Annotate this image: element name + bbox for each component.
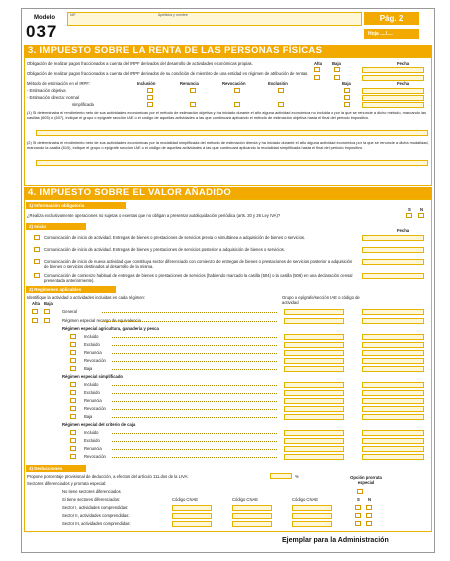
q504-text: Comunicación de inicio de actividad. Entregas de bienes y prestaciones de servicios posterior a adquisición de bienes o servicios. [44,247,285,252]
regime-code-field-1[interactable] [284,446,344,452]
regime-checkbox[interactable] [70,382,76,387]
irpf-alta-checkbox-1[interactable] [314,67,320,72]
regime-code-field-1[interactable] [284,430,344,436]
regime-code-field-1[interactable] [284,406,344,412]
obj-inclusion-checkbox[interactable] [147,88,153,93]
regime-label: Excluido [84,390,100,395]
ds-baja-checkbox[interactable] [344,102,350,107]
q504-checkbox[interactable] [34,247,40,252]
prorrata-option-checkbox[interactable] [366,513,372,518]
form-header [22,9,434,41]
prorrata-option-checkbox[interactable] [355,521,361,526]
regime-code-field-2[interactable] [362,350,424,356]
regime-code-field-2[interactable] [362,358,424,364]
irpf-baja-checkbox-2[interactable] [334,75,340,80]
prorrata-field[interactable] [270,473,292,479]
regime-label: General [62,309,77,314]
regime-label: Excluido [84,438,100,443]
alta-header: Alta [314,61,322,66]
regime-label: Régimen especial del criterio de caja [62,422,136,427]
q506-text: Comunicación de inicio de nueva actividad que constituya sector diferenciado con comienzo de entregas de bienes o prestaciones de servicios posterior a adquisición de bienes o servicios destinados al desarrollo de la misma. [44,259,353,269]
regime-checkbox[interactable] [70,366,76,371]
dn-fecha-field[interactable] [362,95,424,101]
irpf-note-1: (1) Si determinaba el rendimiento neto de sus actividades económicas por el método de estimación objetiva y ha iniciado durante el año alguna actividad económica no incluida o por la que se renuncie a dicho método, marcando las casillas (605) o (607), indique el grupo o epígrafe sección IAE o el código de aquellas actividades a las que continuará aplicando el método de estimación objetiva hasta el final del periodo impositivo. [27,110,427,120]
regime-code-field-2[interactable] [362,438,424,444]
baja-header: Baja [332,61,341,66]
regime-label: Revocación [84,406,106,411]
regime-baja-checkbox[interactable] [44,318,50,323]
sub-inicio: 2) Inicio [26,223,86,230]
obj-revocacion-checkbox[interactable] [234,88,240,93]
opcion-s: S [357,497,360,502]
leader-dots [112,353,277,354]
no-tiene-checkbox[interactable] [357,489,363,494]
regime-checkbox[interactable] [70,358,76,363]
regime-code-field-1[interactable] [284,398,344,404]
note2-field[interactable] [36,160,428,166]
alta-col: Alta [32,301,40,306]
regime-code-field-2[interactable] [362,406,424,412]
prorrata-option-checkbox[interactable] [355,505,361,510]
regime-code-field-2[interactable] [362,446,424,452]
irpf-line1: Obligación de realizar pagos fraccionados a cuenta del IRPF derivados del desarrollo de actividades económicas propias. [27,61,253,66]
cnae-code-field[interactable] [232,513,272,519]
nif-label: NIF [70,13,76,17]
note1-field[interactable] [36,130,428,136]
q501-no-checkbox[interactable] [418,213,424,218]
regime-checkbox[interactable] [70,446,76,451]
leader-dots [112,457,277,458]
hoja-field[interactable]: Hoja ..../.... [364,29,419,39]
section4-title: 4. IMPUESTO SOBRE EL VALOR AÑADIDO [24,187,432,199]
regime-label: Renuncia [84,446,102,451]
cnae-header-1: Código CNAE [172,497,199,502]
regime-code-field-2[interactable] [362,366,424,372]
leader-dots [112,433,277,434]
est-objetiva-label: - Estimación objetiva [27,88,66,93]
leader-dots [112,393,277,394]
prorrata-option-checkbox[interactable] [366,505,372,510]
leader-dots [112,409,277,410]
baja-col: Baja [44,301,53,306]
cnae-code-field[interactable] [292,505,332,511]
leader-dots [112,417,277,418]
irpf-alta-checkbox-2[interactable] [314,75,320,80]
leader-dots [112,385,277,386]
regime-label: Régimen especial recargo de equivalencia [62,318,141,323]
regime-checkbox[interactable] [70,430,76,435]
grupo-header: Grupo o epígrafe/sección IAE o código de actividad [282,295,360,305]
renuncia-header: Renuncia [180,81,199,86]
regime-label: Régimen especial agricultura, ganadería y pesca [62,326,159,331]
regime-code-field-1[interactable] [284,318,344,324]
ds-inclusion-checkbox[interactable] [147,102,153,107]
est-directa-normal-label: - Estimación directa: normal [27,95,79,100]
cnae-code-field[interactable] [232,505,272,511]
no-label: N [420,207,424,212]
dn-baja-checkbox[interactable] [344,95,350,100]
regime-label: Baja [84,366,93,371]
q506-checkbox[interactable] [34,259,40,264]
regime-label: Régimen especial simplificado [62,374,123,379]
identify-text: Identifique la actividad o actividades incluidas en cada régimen: [27,295,146,300]
revocacion-header: Revocación [222,81,246,86]
apellidos-label: Apellidos y nombre [158,13,188,17]
obj-fecha-field[interactable] [362,88,424,94]
cnae-code-field[interactable] [292,521,332,527]
sectores-text: Sectores diferenciados y prorrata especial: [27,481,107,486]
sector-label: Sector I, actividades comprendidas: [62,505,129,510]
cnae-code-field[interactable] [172,505,212,511]
regime-code-field-2[interactable] [362,309,424,315]
regime-label: Excluido [84,342,100,347]
modelo-label: Modelo [34,15,55,21]
leader-dots [102,312,277,313]
obj-baja-checkbox[interactable] [344,88,350,93]
regime-code-field-1[interactable] [284,414,344,420]
regime-code-field-1[interactable] [284,382,344,388]
regime-label: Revocación [84,358,106,363]
regime-code-field-2[interactable] [362,334,424,340]
exclusion-header: Exclusión [268,81,288,86]
regime-code-field-2[interactable] [362,342,424,348]
page-badge: Pág. 2 [364,12,419,25]
percent-sign: % [295,474,299,479]
regime-label: Renuncia [84,350,102,355]
cnae-code-field[interactable] [232,521,272,527]
regime-code-field-2[interactable] [362,398,424,404]
regime-label: Revocación [84,454,106,459]
opcion-n: N [368,497,372,502]
regime-label: Incluido [84,334,99,339]
no-tiene-text: No tiene sectores diferenciados [62,489,121,494]
regime-code-field-1[interactable] [284,358,344,364]
regime-code-field-1[interactable] [284,454,344,460]
irpf-fecha-field-1[interactable] [362,67,424,73]
si-tiene-text: Si tiene sectores diferenciados: [62,497,121,502]
inclusion-header: Inclusión [137,81,156,86]
regime-label: Incluido [84,382,99,387]
regime-checkbox[interactable] [70,454,76,459]
q501-si-checkbox[interactable] [406,213,412,218]
sector-label: Sector II, actividades comprendidas: [62,513,130,518]
regime-code-field-2[interactable] [362,390,424,396]
leader-dots [112,369,277,370]
leader-dots [112,337,277,338]
obj-exclusion-checkbox[interactable] [278,88,284,93]
regime-code-field-2[interactable] [362,318,424,324]
irpf-line2: Obligación de realizar pagos fraccionados a cuenta del IRPF derivados de su condición de miembro de una entidad en régimen de atribución de rentas. [27,71,309,76]
q506-fecha-field[interactable] [362,259,424,265]
leader-dots [112,345,277,346]
dn-inclusion-checkbox[interactable] [147,95,153,100]
q501-text: ¿Realiza exclusivamente operaciones no sujetas o exentas que no obligan a presentar autoliquidación periódica (arts. 20 y 26 Ley IVA)? [27,213,281,218]
regime-code-field-1[interactable] [284,309,344,315]
obj-renuncia-checkbox[interactable] [190,88,196,93]
section3-title: 3. IMPUESTO SOBRE LA RENTA DE LAS PERSONAS FÍSICAS [24,45,432,57]
fecha-header-2: Fecha [397,81,410,86]
regime-checkbox[interactable] [70,414,76,419]
cnae-code-field[interactable] [292,513,332,519]
prorrata-option-checkbox[interactable] [355,513,361,518]
q502-text: Comunicación de inicio de actividad. Entregas de bienes o prestaciones de servicios previa o simultánea a adquisición de bienes o servicios. [44,235,306,240]
leader-dots [112,401,277,402]
leader-dots [112,449,277,450]
regime-checkbox[interactable] [70,334,76,339]
regime-label: Renuncia [84,398,102,403]
regime-code-field-1[interactable] [284,342,344,348]
irpf-note-2: (2) Si determinaba el rendimiento neto de sus actividades económicas por la modalidad simplificada del método de estimación directa y ha iniciado durante el año alguna actividad económica por la que se renuncie a dicha modalidad, marcando la casilla (610), indique el grupo o epígrafe sección IAE o el código de aquellas actividades a las que continuará aplicando la modalidad simplificada hasta el final del periodo impositivo. [27,140,429,150]
form-page [21,8,435,553]
est-directa-simpl-label: simplificada [72,102,94,107]
q504-fecha-field[interactable] [362,247,424,253]
regime-checkbox[interactable] [70,390,76,395]
irpf-line3: Método de estimación en el IRPF: [27,81,91,86]
q508-text: Comunicación de comienzo habitual de entregas de bienes o prestaciones de servicios (habiendo marcado la casilla (504) o la casilla (506) en una declaración censal presentada anteriormente). [44,273,353,283]
q508-fecha-field[interactable] [362,273,424,279]
regime-checkbox[interactable] [70,398,76,403]
regime-checkbox[interactable] [70,342,76,347]
sector-label: Sector III, actividades comprendidas: [62,521,131,526]
irpf-baja-checkbox-1[interactable] [334,67,340,72]
cnae-code-field[interactable] [172,521,212,527]
prorrata-option-checkbox[interactable] [366,521,372,526]
regime-baja-checkbox[interactable] [44,309,50,314]
nif-name-field[interactable] [67,12,362,26]
regime-code-field-2[interactable] [362,414,424,420]
opcion-header: Opción prorrata especial [350,475,382,485]
regime-checkbox[interactable] [70,350,76,355]
footer-text: Ejemplar para la Administración [282,537,389,544]
si-label: S [408,207,411,212]
regime-code-field-1[interactable] [284,334,344,340]
irpf-fecha-field-2[interactable] [362,75,424,81]
regime-code-field-2[interactable] [362,430,424,436]
regime-code-field-2[interactable] [362,454,424,460]
regime-checkbox[interactable] [70,438,76,443]
q502-fecha-field[interactable] [362,235,424,241]
leader-dots [112,441,277,442]
regime-checkbox[interactable] [70,406,76,411]
cnae-header-2: Código CNAE [232,497,259,502]
ds-renuncia-checkbox[interactable] [190,102,196,107]
q502-checkbox[interactable] [34,235,40,240]
regime-checkbox[interactable] [32,318,38,323]
q508-checkbox[interactable] [34,273,40,278]
fecha-header: Fecha [397,61,410,66]
leader-dots [112,361,277,362]
ds-revocacion-checkbox[interactable] [234,102,240,107]
inicio-fecha-header: Fecha [397,228,410,233]
sub-informacion: 1) Información obligatoria [26,202,126,209]
ds-fecha-field[interactable] [362,102,424,108]
regime-code-field-1[interactable] [284,366,344,372]
cnae-code-field[interactable] [172,513,212,519]
regime-label: Incluido [84,430,99,435]
regime-code-field-1[interactable] [284,438,344,444]
prorrata-text: Propone porcentaje provisional de deducción, a efectos del artículo 111.dos de la LIVA: [27,474,189,479]
regime-code-field-2[interactable] [362,382,424,388]
regime-label: Baja [84,414,93,419]
regime-code-field-1[interactable] [284,390,344,396]
leader-dots [102,321,277,322]
ds-exclusion-checkbox[interactable] [278,102,284,107]
sub-deducciones: 4) Deducciones [26,465,86,472]
sub-regimenes: 3) Regímenes aplicables [26,286,116,293]
cnae-header-3: Código CNAE [292,497,319,502]
regime-checkbox[interactable] [32,309,38,314]
modelo-number: 037 [26,22,58,41]
baja-header-2: Baja [342,81,351,86]
regime-code-field-1[interactable] [284,350,344,356]
